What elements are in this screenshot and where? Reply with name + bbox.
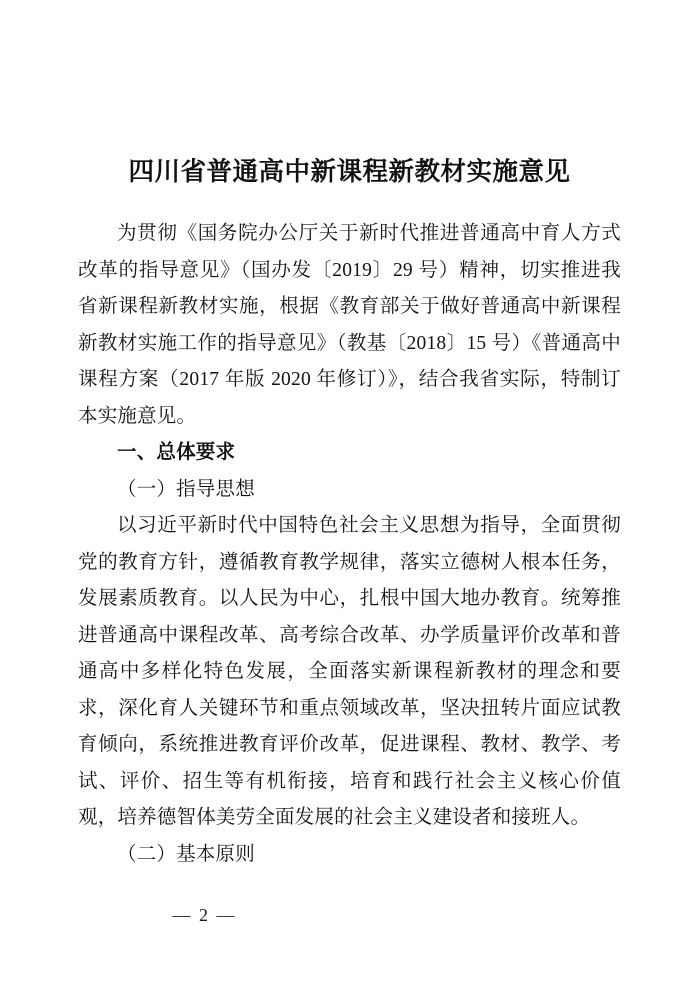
subsection-heading-basic-principles: （二）基本原则 [117,843,255,865]
page-footer [0,905,699,926]
document-content [78,0,621,873]
page-number: — 2 — [172,905,237,925]
paragraph-guiding-thought-body: 以习近平新时代中国特色社会主义思想为指导，全面贯彻党的教育方针，遵循教育教学规律，落实立德树人根本任务，发展素质教育。以人民为中心，扎根中国大地办教育。统筹推进普通高中课程改革、高考综合改革、办学质量评价改革和普通高中多样化特色发展，全面落实新课程新教材的理念和要求，深化育人关键环节和重点领域改革，坚决扭转片面应试教育倾向，系统推进教育评价改革，促进课程、教材、教学、考试、评价、招生等有机衔接，培育和践行社会主义核心价值观，培养德智体美劳全面发展的社会主义建设者和接班人。 [78,515,621,828]
paragraph-intro: 为贯彻《国务院办公厅关于新时代推进普通高中育人方式改革的指导意见》（国办发〔2019〕29 号）精神，切实推进我省新课程新教材实施，根据《教育部关于做好普通高中新课程新教材实施工作的指导意见》（教基〔2018〕15 号）《普通高中课程方案（2017 年版 2020 年修订）》，结合我省实际，特制订本实施意见。 [78,223,621,427]
page-title: 四川省普通高中新课程新教材实施意见 [128,157,571,186]
subsection-heading-guiding-thought: （一）指导思想 [117,478,255,500]
document-body [78,216,621,873]
section-heading-overall-requirements: 一、总体要求 [117,442,236,463]
